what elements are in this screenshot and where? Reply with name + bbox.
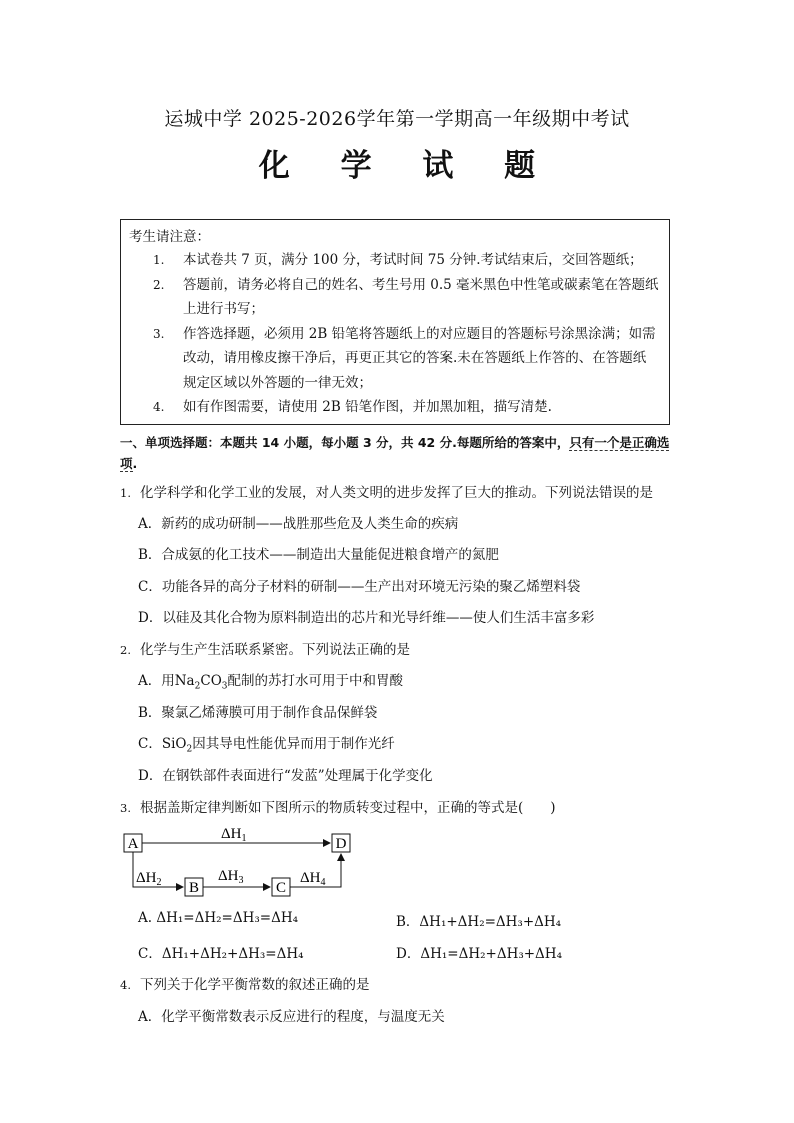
notice-item-number: 4. [153, 400, 165, 414]
option-text: A．用Na [138, 673, 195, 689]
q2-option-b: B．聚氯乙烯薄膜可用于制作食品保鲜袋 [138, 705, 378, 721]
label-dh1: $\Delta H_1$ [221, 826, 247, 844]
q1-option-c: C．功能各异的高分子材料的研制——生产出对环境无污染的聚乙烯塑料袋 [138, 579, 581, 595]
question-number: 2. [120, 643, 131, 657]
notice-item-text: 答题前，请务必将自己的姓名、考生号用 0.5 毫米黑色中性笔或碳素笔在答题纸上进行书写； [183, 276, 659, 317]
exam-header: 运城中学 2025-2026学年第一学期高一年级期中考试 [164, 108, 630, 130]
question-number: 1. [120, 486, 131, 500]
subscript: 2 [194, 681, 201, 692]
notice-item-text: 作答选择题，必须用 2B 铅笔将答题纸上的对应题目的答题标号涂黑涂满；如需改动，请用橡皮擦干净后，再更正其它的答案.未在答题纸上作答的、在答题纸规定区域以外答题的一律无效； [183, 325, 656, 391]
q1-option-a: A．新药的成功研制——战胜那些危及人类生命的疾病 [138, 516, 459, 532]
node-c-label: C [275, 880, 287, 896]
node-d-label: D [335, 836, 347, 852]
notice-item-number: 1. [153, 253, 165, 267]
notice-item-text: 本试卷共 7 页，满分 100 分，考试时间 75 分钟.考试结束后，交回答题纸； [183, 252, 643, 268]
notice-heading: 考生请注意： [129, 229, 210, 245]
option-text: C．SiO [138, 736, 187, 752]
q2-option-c [138, 732, 395, 755]
q4-option-a: A．化学平衡常数表示反应进行的程度，与温度无关 [138, 1009, 445, 1025]
question-4 [120, 973, 370, 993]
q3-option-a: A. ΔH₁=ΔH₂=ΔH₃=ΔH₄ [138, 910, 299, 926]
question-2 [120, 638, 410, 658]
q3-option-d: D．ΔH₁=ΔH₂+ΔH₃+ΔH₄ [396, 946, 562, 962]
page-title: 化 学 试 题 [258, 148, 556, 184]
notice-item-number: 3. [153, 326, 165, 341]
notice-item-number: 2. [153, 277, 165, 292]
question-3 [120, 796, 556, 816]
notice-item [129, 248, 659, 273]
q2-option-a [138, 669, 403, 692]
node-b-label: B [188, 880, 200, 896]
option-text: 因其导电性能优异而用于制作光纤 [192, 736, 395, 752]
option-text: CO [200, 673, 222, 689]
subscript: 2 [186, 744, 193, 755]
notice-item [129, 273, 659, 322]
label-dh2: $\Delta H_2$ [136, 870, 162, 888]
label-dh3: $\Delta H_3$ [218, 868, 244, 886]
subscript: 3 [221, 681, 228, 692]
q1-option-d: D．以硅及其化合物为原料制造出的芯片和光导纤维——使人们生活丰富多彩 [138, 610, 595, 626]
notice-item-text: 如有作图需要，请使用 2B 铅笔作图，并加黑加粗，描写清楚. [183, 399, 552, 415]
section-heading-text: 一、单项选择题：本题共 14 小题，每小题 3 分，共 42 分.每题所给的答案中， [120, 435, 570, 450]
section-heading [120, 432, 675, 474]
section-heading-end: . [132, 456, 138, 471]
question-1 [120, 481, 653, 501]
option-text: 配制的苏打水可用于中和胃酸 [227, 673, 403, 689]
q3-option-b: B．ΔH₁+ΔH₂=ΔH₃+ΔH₄ [396, 914, 562, 930]
q3-option-c: C．ΔH₁+ΔH₂+ΔH₃=ΔH₄ [138, 946, 304, 962]
question-stem: 化学科学和化学工业的发展，对人类文明的进步发挥了巨大的推动。下列说法错误的是 [140, 485, 653, 501]
question-stem: 化学与生产生活联系紧密。下列说法正确的是 [140, 642, 410, 658]
question-stem: 下列关于化学平衡常数的叙述正确的是 [140, 977, 370, 993]
question-number: 4. [120, 978, 131, 992]
hess-law-diagram [120, 826, 360, 898]
node-a-label: A [127, 836, 139, 852]
q2-option-d: D．在钢铁部件表面进行“发蓝”处理属于化学变化 [138, 768, 433, 784]
notice-box [120, 219, 670, 425]
question-number: 3. [120, 801, 131, 815]
section-heading-emphasis: 只有一个是正确选项 [120, 435, 670, 471]
question-stem: 根据盖斯定律判断如下图所示的物质转变过程中，正确的等式是( ) [140, 800, 556, 816]
label-dh4: $\Delta H_4$ [300, 870, 326, 888]
q1-option-b: B．合成氨的化工技术——制造出大量能促进粮食增产的氮肥 [138, 547, 499, 563]
notice-item [129, 322, 659, 396]
notice-item [129, 395, 659, 420]
